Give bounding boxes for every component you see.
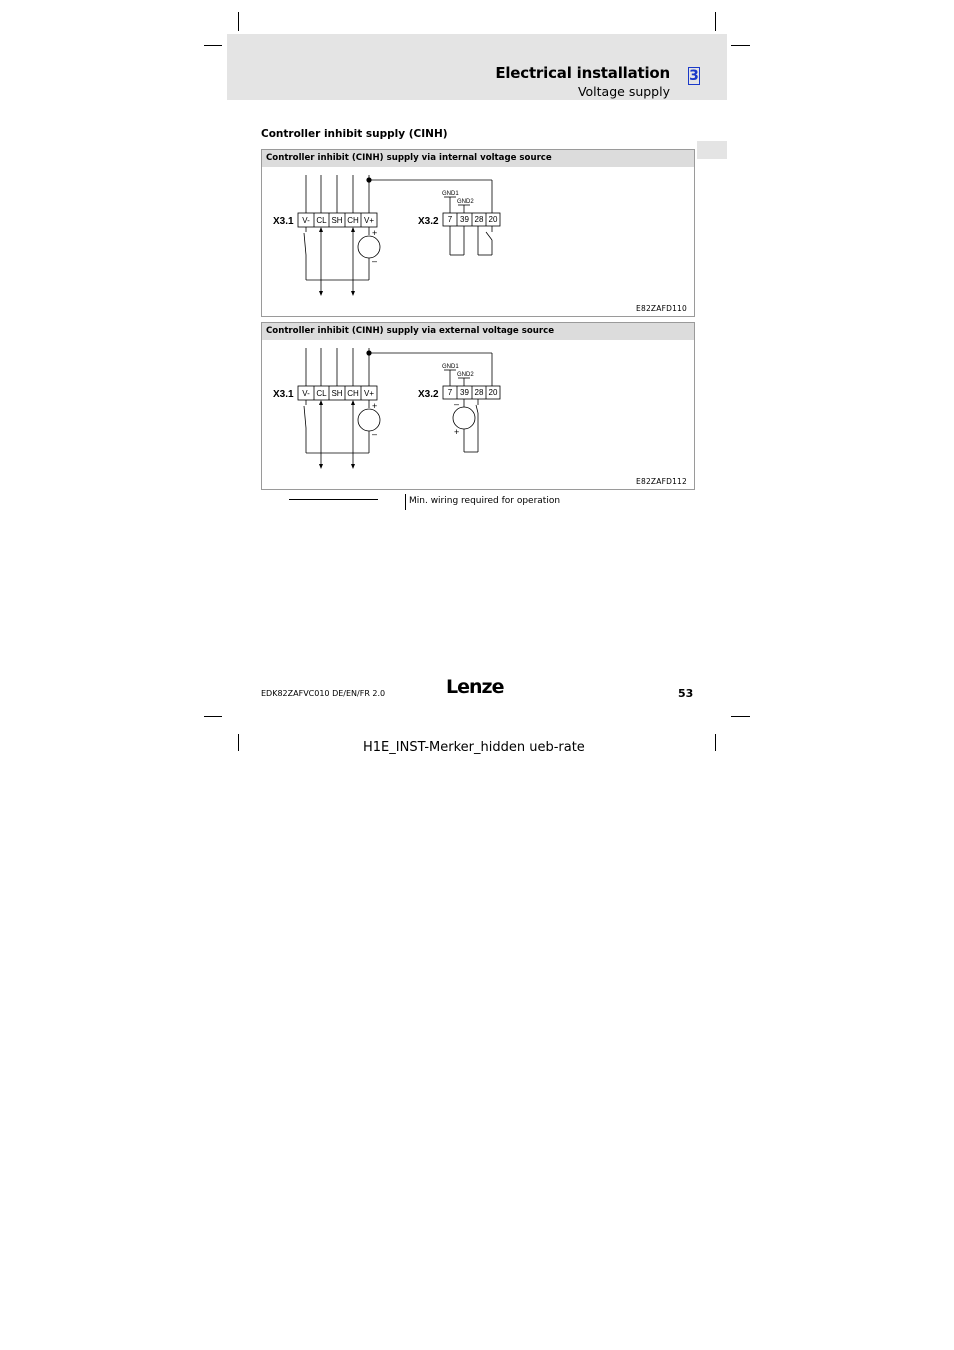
connector-label-x31: X3.1 (273, 216, 294, 227)
crop-mark (204, 45, 222, 46)
chapter-number[interactable]: 3 (689, 68, 699, 84)
source-polarity-plus: + (454, 427, 460, 437)
wiring-diagram-external (262, 323, 694, 489)
terminal-label: 7 (447, 215, 453, 224)
crop-mark (715, 12, 716, 31)
terminal-label: SH (331, 216, 343, 225)
gnd2-label: GND2 (457, 372, 474, 378)
polarity-plus: + (372, 401, 378, 411)
crop-mark (731, 45, 750, 46)
gnd2-label: GND2 (457, 199, 474, 205)
polarity-plus: + (372, 228, 378, 238)
terminal-label: V+ (363, 216, 375, 225)
chapter-subtitle: Voltage supply (577, 84, 670, 99)
section-heading: Controller inhibit supply (CINH) (261, 128, 448, 140)
figure-id: E82ZAFD112 (636, 477, 687, 486)
polarity-minus: – (372, 429, 378, 439)
terminal-label: CL (316, 389, 327, 398)
gnd1-label: GND1 (442, 364, 459, 370)
wiring-diagram-internal (262, 150, 694, 316)
terminal-label: CH (347, 389, 359, 398)
legend-text: Min. wiring required for operation (409, 496, 561, 506)
connector-label-x32: X3.2 (418, 389, 439, 400)
figure-internal-supply (261, 149, 695, 317)
footer-marker-text: H1E_INST-Merker_hidden ueb-rate (363, 740, 585, 755)
terminal-label: CH (347, 216, 359, 225)
connector-label-x31: X3.1 (273, 389, 294, 400)
chapter-title: Electrical installation (495, 64, 670, 82)
terminal-label: 20 (488, 215, 498, 224)
terminal-label: 20 (488, 388, 498, 397)
terminal-label: 28 (474, 388, 484, 397)
crop-mark (204, 716, 222, 717)
polarity-minus: – (372, 256, 378, 266)
legend-line-sample (289, 499, 378, 500)
figure-external-supply (261, 322, 695, 490)
terminal-label: V- (302, 216, 310, 225)
terminal-label: V+ (363, 389, 375, 398)
document-code: EDK82ZAFVC010 DE/EN/FR 2.0 (261, 689, 386, 698)
crop-mark (238, 734, 239, 751)
crop-mark (715, 734, 716, 751)
terminal-label: 7 (447, 388, 453, 397)
terminal-label: CL (316, 216, 327, 225)
figure-caption: Controller inhibit (CINH) supply via internal voltage source (262, 150, 694, 167)
terminal-label: SH (331, 389, 343, 398)
brand-logo: Lenze (446, 676, 504, 698)
source-polarity-minus: – (454, 399, 460, 409)
figure-caption: Controller inhibit (CINH) supply via external voltage source (262, 323, 694, 340)
chapter-side-tab (697, 141, 727, 159)
legend-divider (405, 494, 406, 510)
terminal-label: 28 (474, 215, 484, 224)
gnd1-label: GND1 (442, 191, 459, 197)
connector-label-x32: X3.2 (418, 216, 439, 227)
crop-mark (238, 12, 239, 31)
terminal-label: 39 (460, 388, 469, 397)
page-number: 53 (678, 687, 694, 700)
figure-id: E82ZAFD110 (636, 304, 687, 313)
crop-mark (731, 716, 750, 717)
terminal-label: V- (302, 389, 310, 398)
terminal-label: 39 (460, 215, 469, 224)
